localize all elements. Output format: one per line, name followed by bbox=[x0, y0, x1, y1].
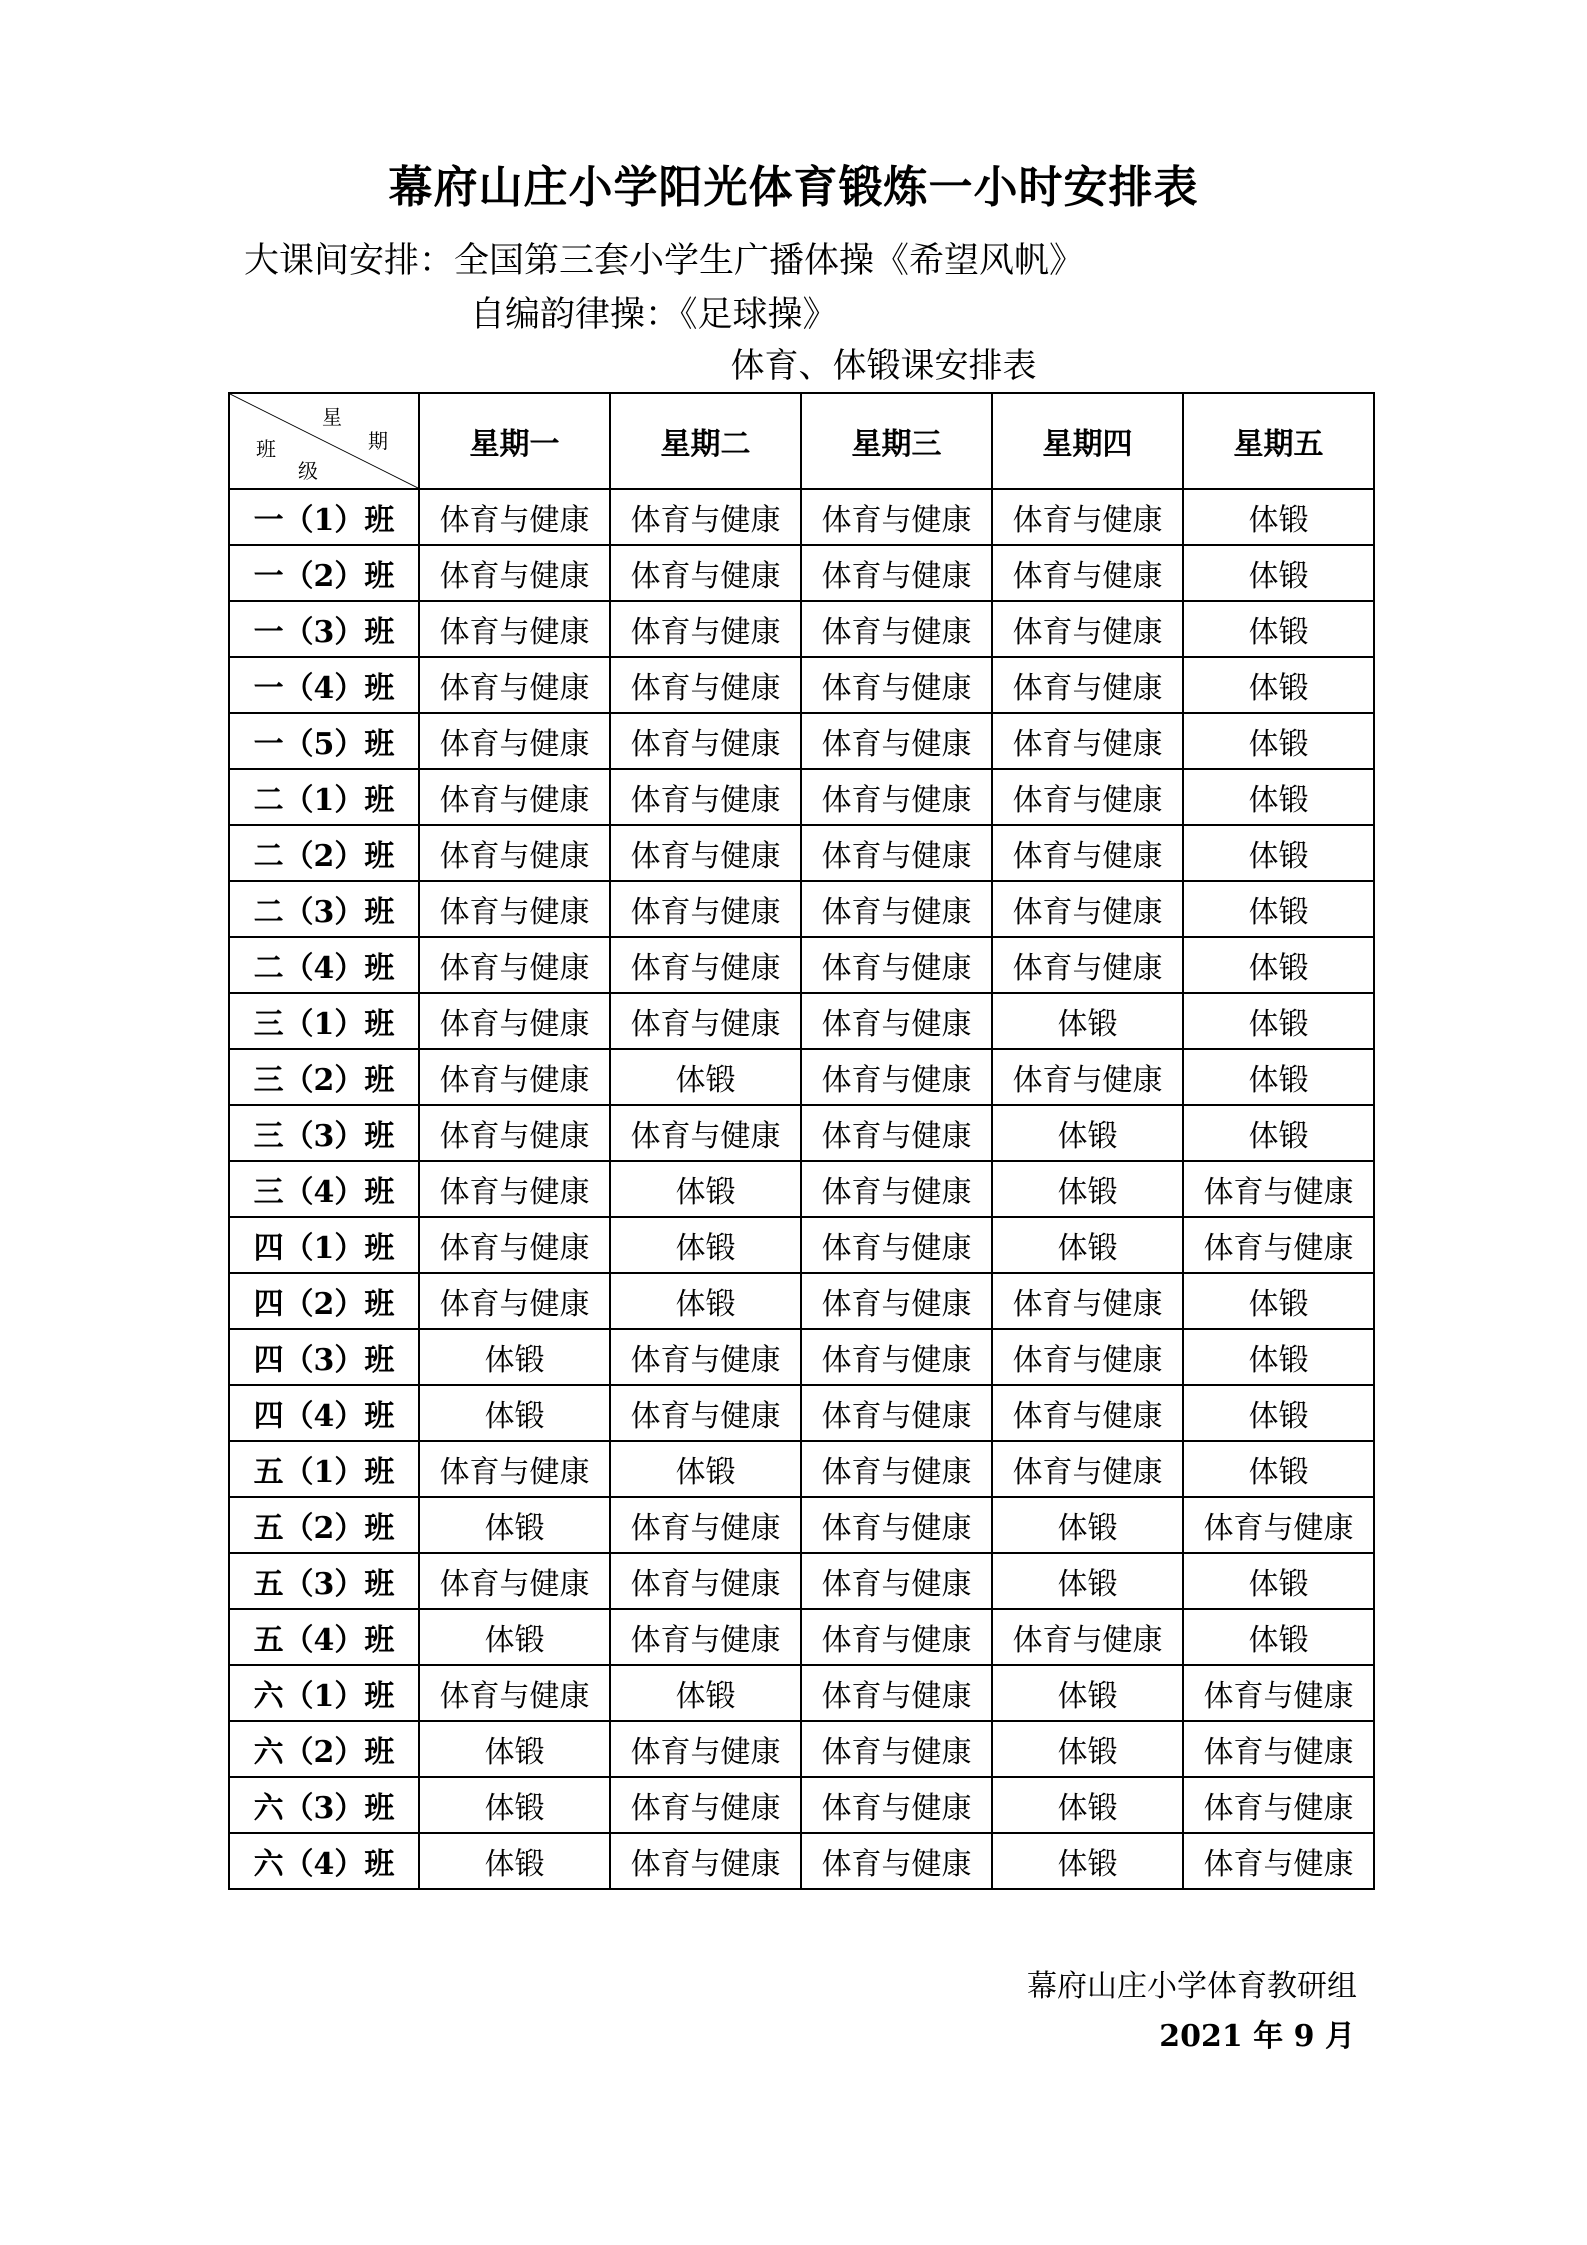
schedule-cell: 体育与健康 bbox=[1183, 1721, 1374, 1777]
schedule-cell: 体育与健康 bbox=[801, 1217, 992, 1273]
schedule-cell: 体育与健康 bbox=[610, 657, 801, 713]
table-row bbox=[229, 1609, 1374, 1665]
schedule-cell: 体锻 bbox=[419, 1833, 610, 1889]
schedule-cell: 体锻 bbox=[1183, 937, 1374, 993]
schedule-cell: 体锻 bbox=[1183, 825, 1374, 881]
day-header-monday: 星期一 bbox=[419, 393, 610, 489]
schedule-cell: 体育与健康 bbox=[610, 1833, 801, 1889]
class-name-cell: 一（2）班 bbox=[229, 545, 419, 601]
schedule-cell: 体锻 bbox=[610, 1441, 801, 1497]
table-row bbox=[229, 489, 1374, 545]
class-name-cell: 一（4）班 bbox=[229, 657, 419, 713]
class-name-cell: 五（1）班 bbox=[229, 1441, 419, 1497]
schedule-cell: 体锻 bbox=[1183, 1329, 1374, 1385]
schedule-cell: 体育与健康 bbox=[610, 1385, 801, 1441]
schedule-cell: 体育与健康 bbox=[610, 1721, 801, 1777]
schedule-cell: 体育与健康 bbox=[801, 1049, 992, 1105]
schedule-cell: 体育与健康 bbox=[610, 1329, 801, 1385]
schedule-cell: 体育与健康 bbox=[801, 1497, 992, 1553]
schedule-cell: 体育与健康 bbox=[419, 1049, 610, 1105]
schedule-cell: 体锻 bbox=[992, 1553, 1183, 1609]
schedule-cell: 体锻 bbox=[1183, 993, 1374, 1049]
class-name-cell: 四（2）班 bbox=[229, 1273, 419, 1329]
table-row bbox=[229, 1329, 1374, 1385]
schedule-cell: 体育与健康 bbox=[1183, 1497, 1374, 1553]
schedule-cell: 体育与健康 bbox=[992, 601, 1183, 657]
schedule-cell: 体育与健康 bbox=[801, 993, 992, 1049]
schedule-cell: 体锻 bbox=[992, 1833, 1183, 1889]
schedule-cell: 体锻 bbox=[992, 1497, 1183, 1553]
schedule-body bbox=[229, 489, 1374, 1889]
schedule-cell: 体育与健康 bbox=[610, 937, 801, 993]
schedule-cell: 体育与健康 bbox=[992, 489, 1183, 545]
schedule-cell: 体育与健康 bbox=[419, 1441, 610, 1497]
class-name-cell: 六（3）班 bbox=[229, 1777, 419, 1833]
schedule-cell: 体育与健康 bbox=[992, 769, 1183, 825]
class-name-cell: 五（4）班 bbox=[229, 1609, 419, 1665]
table-row bbox=[229, 1161, 1374, 1217]
schedule-cell: 体育与健康 bbox=[992, 825, 1183, 881]
schedule-cell: 体锻 bbox=[992, 1721, 1183, 1777]
table-row bbox=[229, 1721, 1374, 1777]
schedule-cell: 体锻 bbox=[419, 1777, 610, 1833]
schedule-cell: 体育与健康 bbox=[1183, 1161, 1374, 1217]
schedule-cell: 体育与健康 bbox=[801, 937, 992, 993]
schedule-cell: 体育与健康 bbox=[610, 881, 801, 937]
schedule-cell: 体育与健康 bbox=[801, 657, 992, 713]
schedule-cell: 体育与健康 bbox=[801, 769, 992, 825]
table-row bbox=[229, 1217, 1374, 1273]
day-header-wednesday: 星期三 bbox=[801, 393, 992, 489]
schedule-cell: 体育与健康 bbox=[801, 713, 992, 769]
table-row bbox=[229, 1665, 1374, 1721]
class-name-cell: 三（2）班 bbox=[229, 1049, 419, 1105]
rhythm-exercise-line: 自编韵律操：《足球操》 bbox=[470, 295, 838, 335]
table-row bbox=[229, 769, 1374, 825]
schedule-cell: 体锻 bbox=[1183, 881, 1374, 937]
schedule-cell: 体育与健康 bbox=[992, 657, 1183, 713]
schedule-cell: 体育与健康 bbox=[419, 769, 610, 825]
schedule-cell: 体育与健康 bbox=[992, 881, 1183, 937]
corner-label-xing: 星 bbox=[322, 405, 342, 429]
schedule-cell: 体育与健康 bbox=[419, 937, 610, 993]
corner-header-cell bbox=[229, 393, 419, 489]
schedule-cell: 体育与健康 bbox=[801, 1161, 992, 1217]
schedule-cell: 体育与健康 bbox=[801, 1329, 992, 1385]
schedule-cell: 体育与健康 bbox=[801, 1665, 992, 1721]
schedule-cell: 体育与健康 bbox=[801, 1833, 992, 1889]
schedule-cell: 体锻 bbox=[992, 1161, 1183, 1217]
schedule-cell: 体锻 bbox=[992, 993, 1183, 1049]
schedule-cell: 体育与健康 bbox=[992, 1441, 1183, 1497]
schedule-cell: 体锻 bbox=[1183, 1049, 1374, 1105]
schedule-cell: 体锻 bbox=[1183, 1609, 1374, 1665]
class-name-cell: 四（3）班 bbox=[229, 1329, 419, 1385]
class-name-cell: 五（3）班 bbox=[229, 1553, 419, 1609]
schedule-cell: 体育与健康 bbox=[801, 1385, 992, 1441]
schedule-cell: 体锻 bbox=[1183, 713, 1374, 769]
schedule-cell: 体锻 bbox=[419, 1385, 610, 1441]
schedule-cell: 体锻 bbox=[992, 1665, 1183, 1721]
schedule-cell: 体锻 bbox=[610, 1665, 801, 1721]
schedule-cell: 体育与健康 bbox=[992, 1385, 1183, 1441]
schedule-table bbox=[228, 392, 1375, 1890]
table-subtitle: 体育、体锻课安排表 bbox=[730, 346, 1037, 386]
schedule-cell: 体育与健康 bbox=[801, 1721, 992, 1777]
schedule-cell: 体育与健康 bbox=[801, 1777, 992, 1833]
schedule-cell: 体育与健康 bbox=[992, 1049, 1183, 1105]
schedule-cell: 体育与健康 bbox=[419, 825, 610, 881]
schedule-cell: 体育与健康 bbox=[419, 1273, 610, 1329]
schedule-cell: 体育与健康 bbox=[610, 1553, 801, 1609]
class-name-cell: 五（2）班 bbox=[229, 1497, 419, 1553]
schedule-cell: 体育与健康 bbox=[801, 825, 992, 881]
corner-label-ji: 级 bbox=[298, 459, 318, 483]
class-name-cell: 二（1）班 bbox=[229, 769, 419, 825]
schedule-cell: 体育与健康 bbox=[801, 601, 992, 657]
schedule-cell: 体育与健康 bbox=[419, 1105, 610, 1161]
class-name-cell: 二（2）班 bbox=[229, 825, 419, 881]
schedule-cell: 体育与健康 bbox=[610, 825, 801, 881]
schedule-cell: 体育与健康 bbox=[610, 769, 801, 825]
table-row bbox=[229, 993, 1374, 1049]
schedule-cell: 体育与健康 bbox=[419, 713, 610, 769]
schedule-cell: 体锻 bbox=[419, 1329, 610, 1385]
table-row bbox=[229, 1553, 1374, 1609]
schedule-cell: 体锻 bbox=[1183, 601, 1374, 657]
corner-label-ban: 班 bbox=[256, 437, 276, 461]
class-name-cell: 一（1）班 bbox=[229, 489, 419, 545]
schedule-cell: 体育与健康 bbox=[801, 1609, 992, 1665]
table-row bbox=[229, 601, 1374, 657]
schedule-cell: 体锻 bbox=[992, 1217, 1183, 1273]
table-row bbox=[229, 881, 1374, 937]
class-name-cell: 三（4）班 bbox=[229, 1161, 419, 1217]
schedule-cell: 体育与健康 bbox=[801, 1273, 992, 1329]
schedule-cell: 体育与健康 bbox=[419, 993, 610, 1049]
schedule-cell: 体育与健康 bbox=[1183, 1833, 1374, 1889]
schedule-cell: 体育与健康 bbox=[419, 1665, 610, 1721]
schedule-cell: 体育与健康 bbox=[992, 1273, 1183, 1329]
schedule-cell: 体育与健康 bbox=[419, 1553, 610, 1609]
table-row bbox=[229, 713, 1374, 769]
schedule-cell: 体锻 bbox=[1183, 545, 1374, 601]
schedule-cell: 体锻 bbox=[1183, 1385, 1374, 1441]
schedule-cell: 体育与健康 bbox=[992, 937, 1183, 993]
table-row bbox=[229, 1441, 1374, 1497]
schedule-cell: 体锻 bbox=[419, 1609, 610, 1665]
schedule-cell: 体锻 bbox=[419, 1721, 610, 1777]
day-header-friday: 星期五 bbox=[1183, 393, 1374, 489]
schedule-cell: 体育与健康 bbox=[801, 1553, 992, 1609]
schedule-cell: 体育与健康 bbox=[1183, 1665, 1374, 1721]
schedule-cell: 体育与健康 bbox=[1183, 1217, 1374, 1273]
schedule-cell: 体锻 bbox=[1183, 769, 1374, 825]
day-header-tuesday: 星期二 bbox=[610, 393, 801, 489]
class-name-cell: 三（3）班 bbox=[229, 1105, 419, 1161]
schedule-cell: 体锻 bbox=[1183, 1553, 1374, 1609]
schedule-cell: 体锻 bbox=[610, 1273, 801, 1329]
schedule-cell: 体育与健康 bbox=[610, 1609, 801, 1665]
schedule-cell: 体育与健康 bbox=[992, 1329, 1183, 1385]
schedule-cell: 体锻 bbox=[1183, 657, 1374, 713]
table-row bbox=[229, 1273, 1374, 1329]
schedule-cell: 体锻 bbox=[992, 1105, 1183, 1161]
schedule-cell: 体育与健康 bbox=[992, 713, 1183, 769]
class-name-cell: 四（1）班 bbox=[229, 1217, 419, 1273]
schedule-cell: 体育与健康 bbox=[801, 881, 992, 937]
table-row bbox=[229, 937, 1374, 993]
table-row bbox=[229, 1497, 1374, 1553]
schedule-cell: 体锻 bbox=[419, 1497, 610, 1553]
header-row bbox=[229, 393, 1374, 489]
document-title: 幕府山庄小学阳光体育锻炼一小时安排表 bbox=[388, 162, 1199, 213]
break-activity-line: 大课间安排：全国第三套小学生广播体操《希望风帆》 bbox=[244, 241, 1085, 281]
table-row bbox=[229, 1105, 1374, 1161]
schedule-cell: 体锻 bbox=[1183, 1273, 1374, 1329]
schedule-cell: 体育与健康 bbox=[801, 1441, 992, 1497]
footer-organization: 幕府山庄小学体育教研组 bbox=[1027, 1969, 1357, 2004]
table-row bbox=[229, 825, 1374, 881]
schedule-cell: 体育与健康 bbox=[419, 601, 610, 657]
schedule-cell: 体育与健康 bbox=[801, 1105, 992, 1161]
day-header-thursday: 星期四 bbox=[992, 393, 1183, 489]
table-row bbox=[229, 1385, 1374, 1441]
schedule-cell: 体锻 bbox=[992, 1777, 1183, 1833]
schedule-cell: 体育与健康 bbox=[419, 881, 610, 937]
schedule-cell: 体育与健康 bbox=[610, 713, 801, 769]
class-name-cell: 六（1）班 bbox=[229, 1665, 419, 1721]
schedule-cell: 体育与健康 bbox=[419, 657, 610, 713]
schedule-cell: 体育与健康 bbox=[419, 545, 610, 601]
schedule-cell: 体育与健康 bbox=[610, 545, 801, 601]
schedule-cell: 体育与健康 bbox=[610, 489, 801, 545]
schedule-cell: 体育与健康 bbox=[419, 489, 610, 545]
schedule-cell: 体育与健康 bbox=[610, 1105, 801, 1161]
class-name-cell: 一（5）班 bbox=[229, 713, 419, 769]
class-name-cell: 二（4）班 bbox=[229, 937, 419, 993]
class-name-cell: 六（4）班 bbox=[229, 1833, 419, 1889]
schedule-cell: 体锻 bbox=[610, 1217, 801, 1273]
class-name-cell: 三（1）班 bbox=[229, 993, 419, 1049]
class-name-cell: 六（2）班 bbox=[229, 1721, 419, 1777]
class-name-cell: 四（4）班 bbox=[229, 1385, 419, 1441]
schedule-cell: 体锻 bbox=[1183, 1441, 1374, 1497]
class-name-cell: 一（3）班 bbox=[229, 601, 419, 657]
schedule-cell: 体育与健康 bbox=[610, 1777, 801, 1833]
schedule-cell: 体育与健康 bbox=[419, 1161, 610, 1217]
schedule-cell: 体育与健康 bbox=[419, 1217, 610, 1273]
table-row bbox=[229, 1777, 1374, 1833]
schedule-cell: 体育与健康 bbox=[610, 601, 801, 657]
corner-label-qi: 期 bbox=[368, 429, 388, 453]
schedule-cell: 体育与健康 bbox=[801, 489, 992, 545]
class-name-cell: 二（3）班 bbox=[229, 881, 419, 937]
schedule-cell: 体锻 bbox=[610, 1049, 801, 1105]
schedule-cell: 体育与健康 bbox=[610, 1497, 801, 1553]
table-row bbox=[229, 1833, 1374, 1889]
schedule-cell: 体育与健康 bbox=[992, 1609, 1183, 1665]
schedule-cell: 体育与健康 bbox=[610, 993, 801, 1049]
schedule-cell: 体育与健康 bbox=[1183, 1777, 1374, 1833]
table-row bbox=[229, 545, 1374, 601]
table-row bbox=[229, 657, 1374, 713]
schedule-cell: 体锻 bbox=[1183, 1105, 1374, 1161]
table-row bbox=[229, 1049, 1374, 1105]
schedule-cell: 体锻 bbox=[1183, 489, 1374, 545]
schedule-cell: 体育与健康 bbox=[801, 545, 992, 601]
schedule-cell: 体锻 bbox=[610, 1161, 801, 1217]
footer-date: 2021 年 9 月 bbox=[1159, 2019, 1355, 2054]
schedule-cell: 体育与健康 bbox=[992, 545, 1183, 601]
